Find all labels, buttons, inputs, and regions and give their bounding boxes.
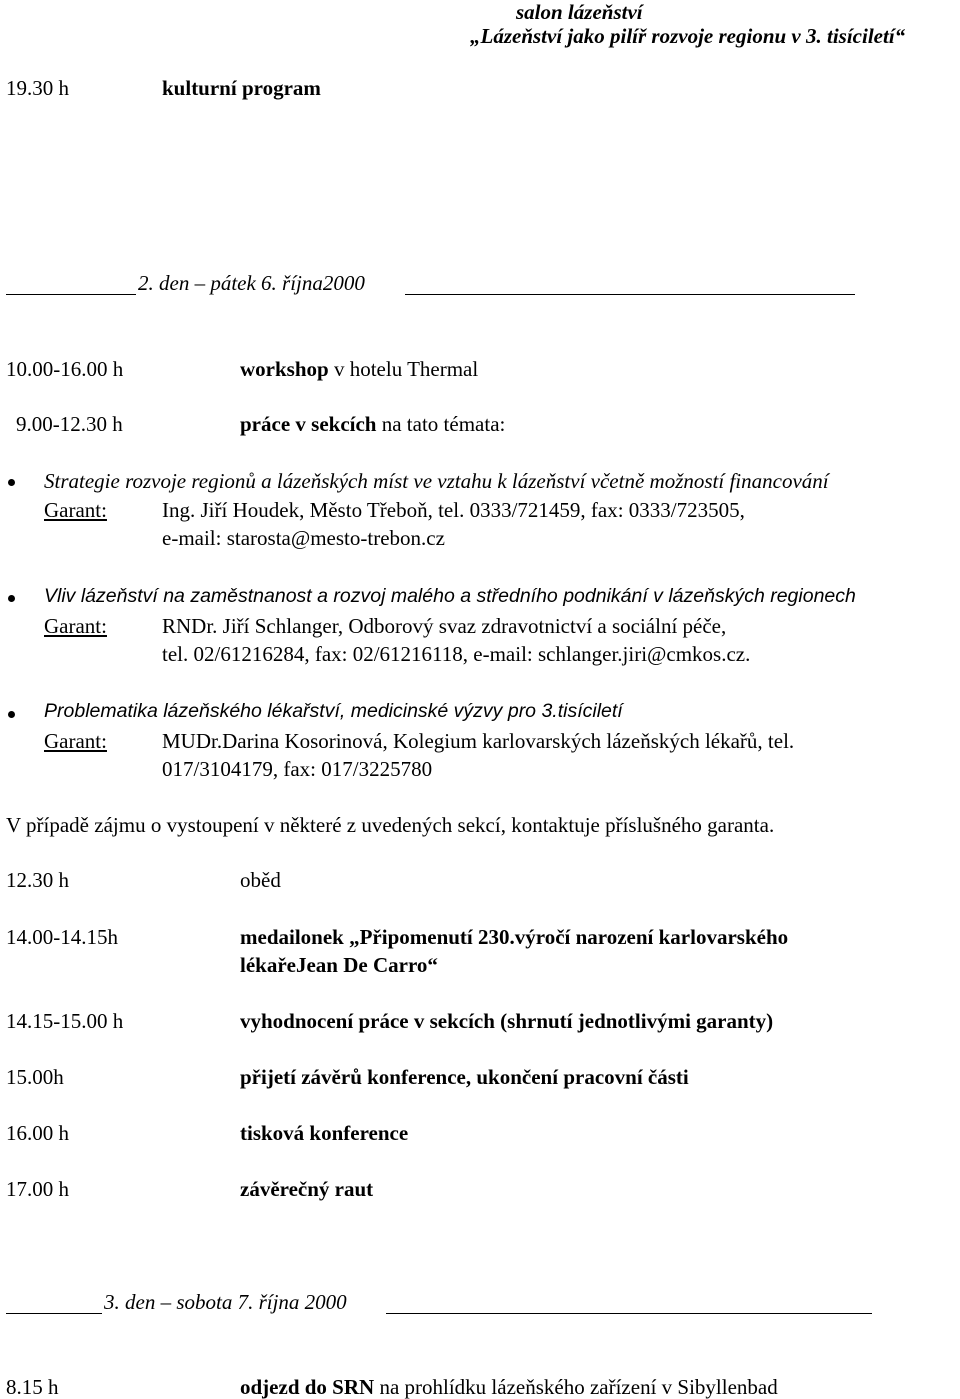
schedule-text-conclusions: přijetí závěrů konference, ukončení pracovní části	[240, 1065, 689, 1089]
schedule-text-medallion-line2: lékařeJean De Carro“	[240, 953, 438, 977]
schedule-time-press: 16.00 h	[6, 1121, 69, 1145]
workshop-bold: workshop	[240, 357, 329, 381]
topic-2-garant-line2: tel. 02/61216284, fax: 02/61216118, e-mail: schlanger.jiri@cmkos.cz.	[162, 642, 751, 666]
topic-2-garant-line1: RNDr. Jiří Schlanger, Odborový svaz zdravotnictví a sociální péče,	[162, 614, 727, 638]
sections-bold: práce v sekcích	[240, 412, 377, 436]
departure-time: 8.15 h	[6, 1375, 59, 1399]
day2-heading: 2. den – pátek 6. října2000	[138, 271, 365, 295]
bullet-icon	[8, 479, 15, 486]
workshop-rest: v hotelu Thermal	[328, 357, 479, 381]
cultural-program-time: 19.30 h	[6, 76, 69, 100]
sections-time: 9.00-12.30 h	[16, 412, 123, 436]
bullet-icon	[8, 711, 15, 718]
day3-heading-rule-left	[6, 1313, 102, 1314]
departure-bold: odjezd do SRN	[240, 1375, 375, 1399]
topic-1-garant-line2: e-mail: starosta@mesto-trebon.cz	[162, 526, 445, 550]
topic-3-garant-label: Garant:	[44, 729, 107, 753]
topic-2-title: Vliv lázeňství na zaměstnanost a rozvoj malého a středního podnikání v lázeňských regionech	[44, 585, 856, 607]
sections-line	[240, 412, 505, 436]
bullet-icon	[8, 595, 15, 602]
schedule-time-conclusions: 15.00h	[6, 1065, 64, 1089]
cultural-program-title: kulturní program	[162, 76, 321, 100]
departure-line	[240, 1375, 778, 1399]
day3-heading: 3. den – sobota 7. října 2000	[104, 1290, 347, 1314]
topic-3-garant-line2: 017/3104179, fax: 017/3225780	[162, 757, 433, 781]
sections-rest: na tato témata:	[376, 412, 506, 436]
schedule-time-evaluation: 14.15-15.00 h	[6, 1009, 124, 1033]
topic-2-garant-label: Garant:	[44, 614, 107, 638]
schedule-time-medallion: 14.00-14.15h	[6, 925, 118, 949]
schedule-text-lunch: oběd	[240, 868, 281, 892]
schedule-text-medallion: medailonek „Připomenutí 230.výročí narození karlovarského	[240, 925, 789, 949]
topic-3-garant-line1: MUDr.Darina Kosorinová, Kolegium karlovarských lázeňských lékařů, tel.	[162, 729, 795, 753]
day2-heading-rule-left	[6, 294, 136, 295]
schedule-time-lunch: 12.30 h	[6, 868, 69, 892]
schedule-text-press: tisková konference	[240, 1121, 409, 1145]
day3-heading-rule-right	[386, 1313, 872, 1314]
workshop-time: 10.00-16.00 h	[6, 357, 124, 381]
topic-3-title: Problematika lázeňského lékařství, medicinské výzvy pro 3.tisíciletí	[44, 700, 623, 722]
salon-subtitle: „Lázeňství jako pilíř rozvoje regionu v 3. tisíciletí“	[470, 24, 906, 48]
day2-heading-rule-right	[405, 294, 855, 295]
sections-note: V případě zájmu o vystoupení v některé z uvedených sekcí, kontaktuje příslušného garanta.	[6, 813, 775, 837]
topic-1-title: Strategie rozvoje regionů a lázeňských míst ve vztahu k lázeňství včetně možností financování	[44, 469, 829, 493]
salon-title: salon lázeňství	[516, 0, 643, 24]
topic-1-garant-label: Garant:	[44, 498, 107, 522]
departure-rest: na prohlídku lázeňského zařízení v Sibyllenbad	[374, 1375, 778, 1399]
schedule-text-raut: závěrečný raut	[240, 1177, 374, 1201]
schedule-time-raut: 17.00 h	[6, 1177, 69, 1201]
topic-1-garant-line1: Ing. Jiří Houdek, Město Třeboň, tel. 0333/721459, fax: 0333/723505,	[162, 498, 745, 522]
workshop-line	[240, 357, 478, 381]
schedule-text-evaluation: vyhodnocení práce v sekcích (shrnutí jednotlivými garanty)	[240, 1009, 774, 1033]
